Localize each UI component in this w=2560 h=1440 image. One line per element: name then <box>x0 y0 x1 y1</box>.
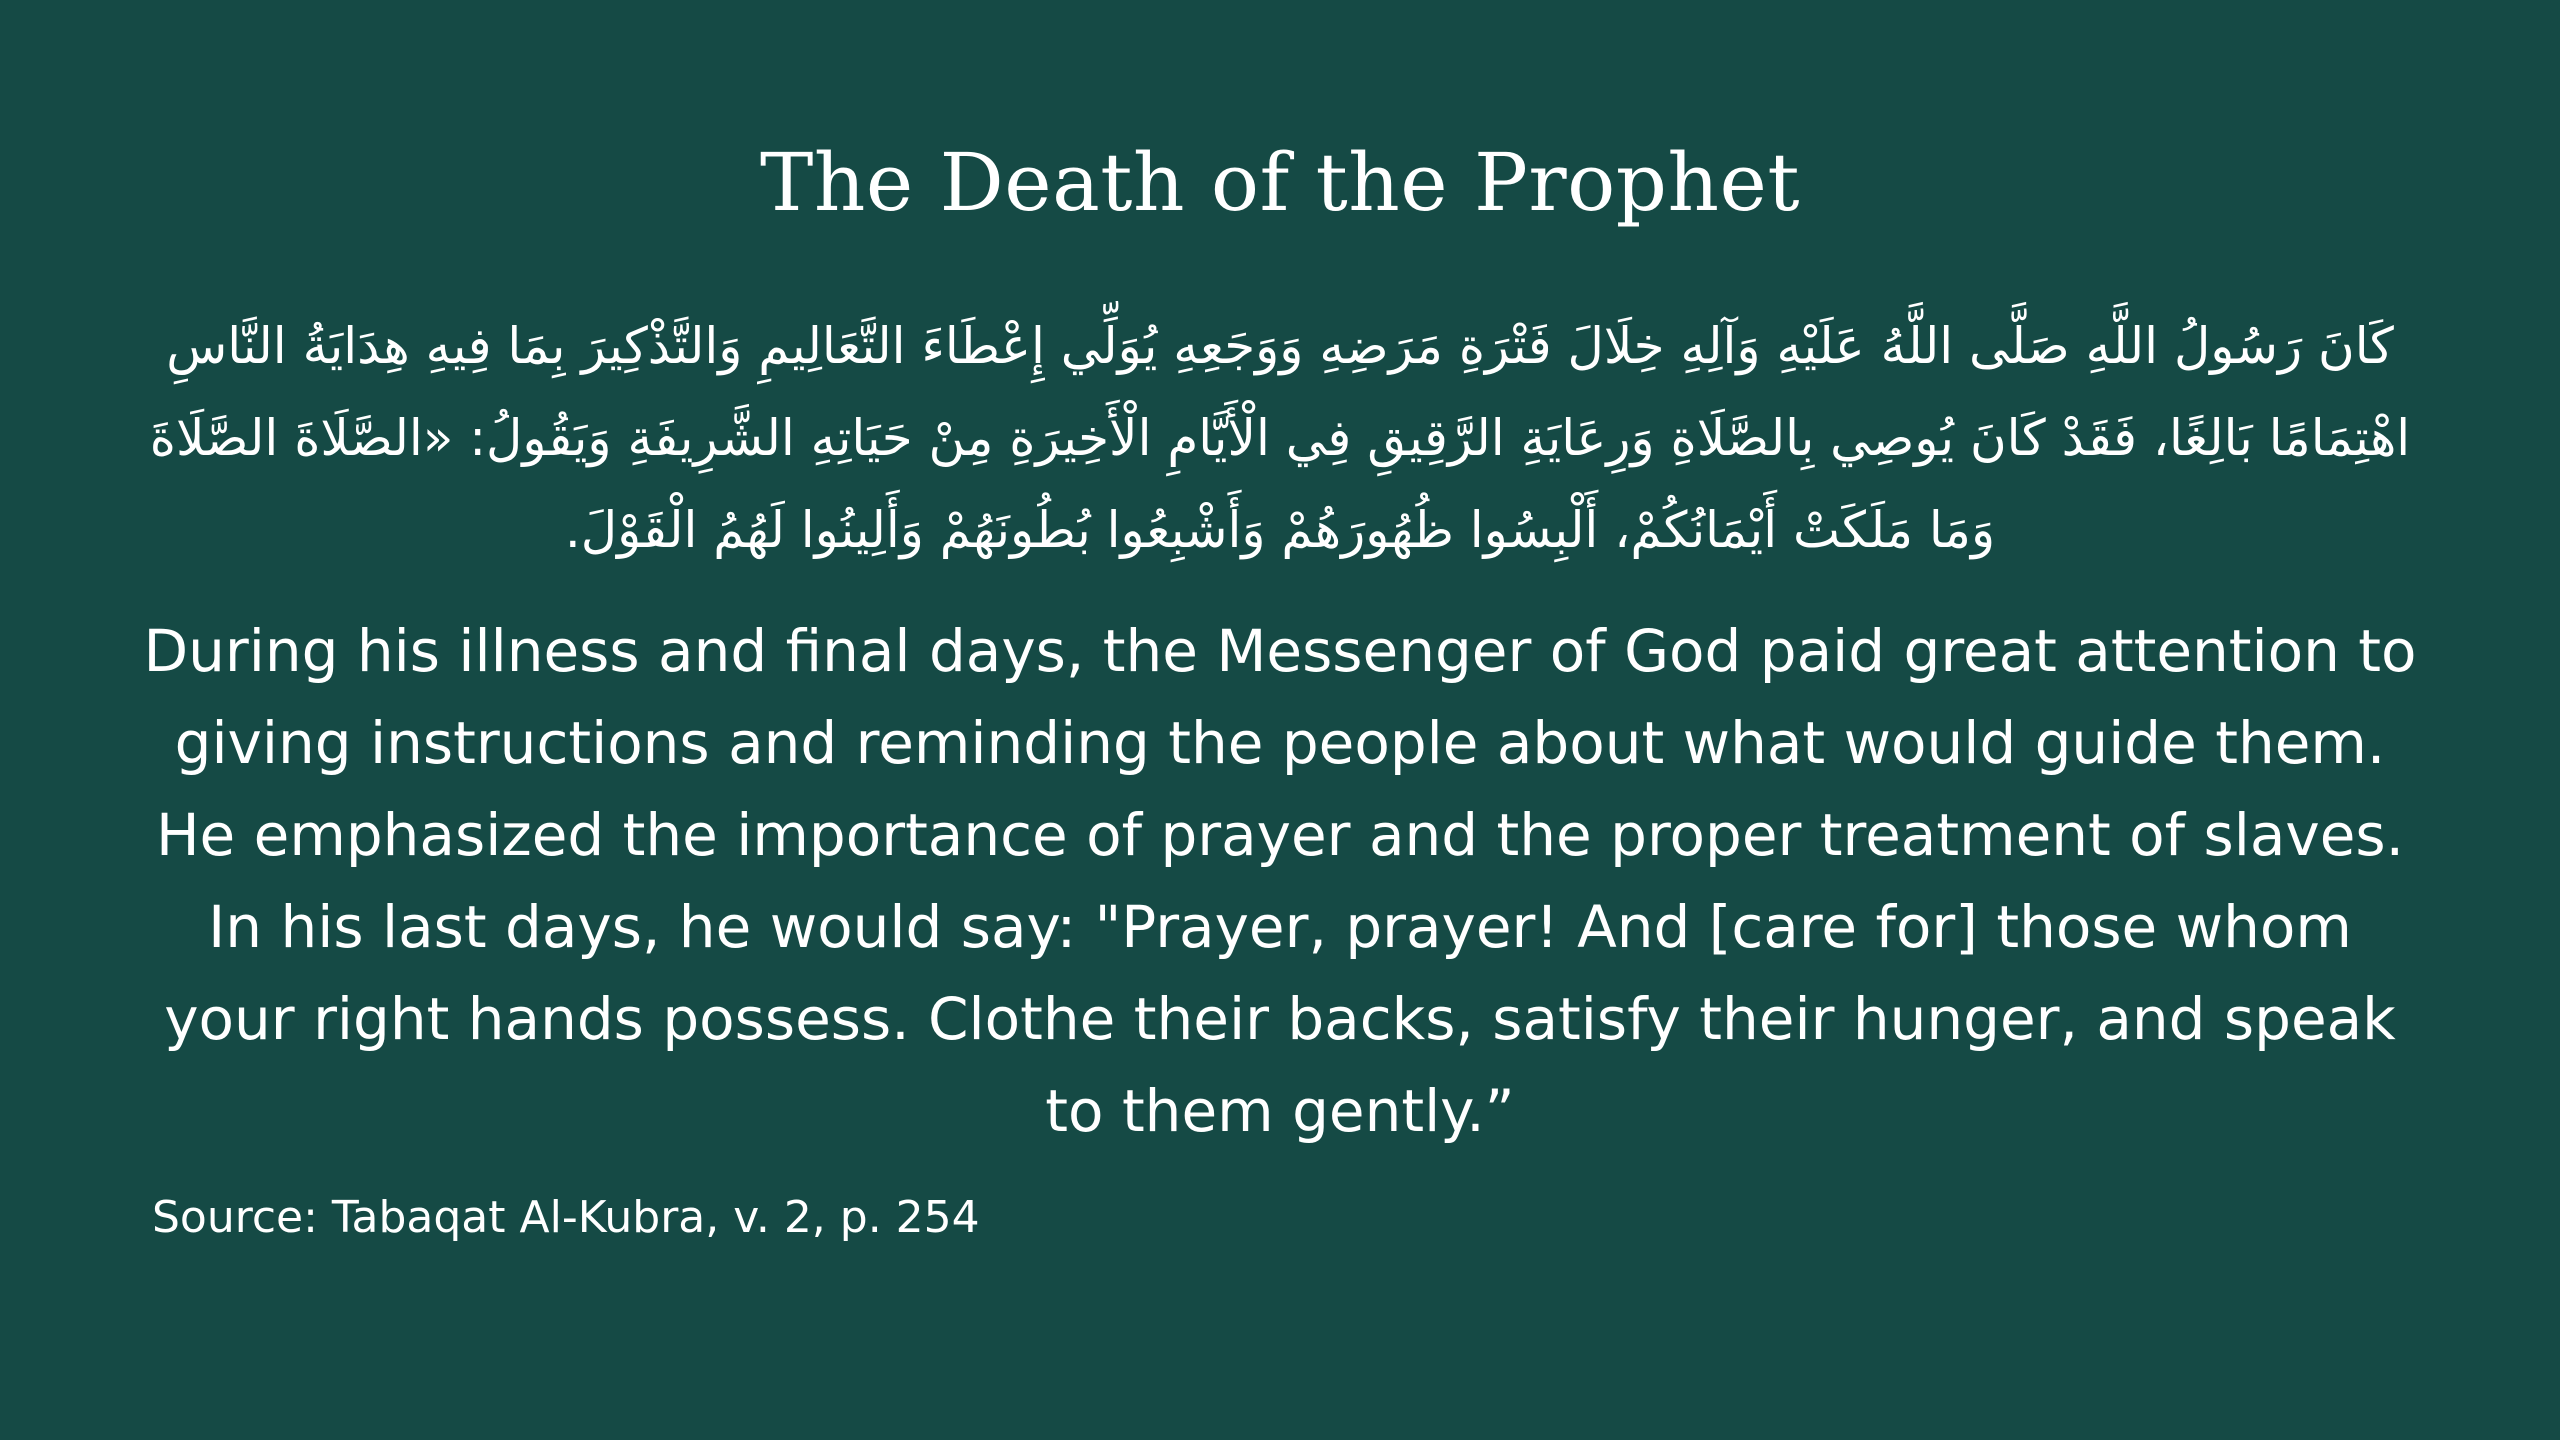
english-translation-text: During his illness and final days, the Messenger of God paid great attention to giving instructions and reminding the people about what would guide them. He emphasized the importance of prayer and the proper treatment of slaves. In his last days, he would say: "Prayer, prayer! And [care for] those whom your right hands possess. Clothe their backs, satisfy their hunger, and speak to them gently.” <box>143 617 2417 1145</box>
arabic-hadith-text: كَانَ رَسُولُ اللَّهِ صَلَّى اللَّهُ عَلَيْهِ وَآلِهِ خِلَالَ فَتْرَةِ مَرَضِهِ وَوَجَعِهِ يُوَلِّي إِعْطَاءَ التَّعَالِيمِ وَالتَّذْكِيرَ بِمَا فِيهِ هِدَايَةُ النَّاسِ اهْتِمَامًا بَالِغًا، فَقَدْ كَانَ يُوصِي بِالصَّلَاةِ وَرِعَايَةِ الرَّقِيقِ فِي الْأَيَّامِ الْأَخِيرَةِ مِنْ حَيَاتِهِ الشَّرِيفَةِ وَيَقُولُ: «الصَّلَاةَ الصَّلَاةَ وَمَا مَلَكَتْ أَيْمَانُكُمْ، أَلْبِسُوا ظُهُورَهُمْ وَأَشْبِعُوا بُطُونَهُمْ وَأَلِينُوا لَهُمُ الْقَوْلَ. <box>149 317 2411 559</box>
source-citation: Source: Tabaqat Al-Kubra, v. 2, p. 254 <box>152 1192 980 1243</box>
slide-title: The Death of the Prophet <box>759 136 1801 229</box>
